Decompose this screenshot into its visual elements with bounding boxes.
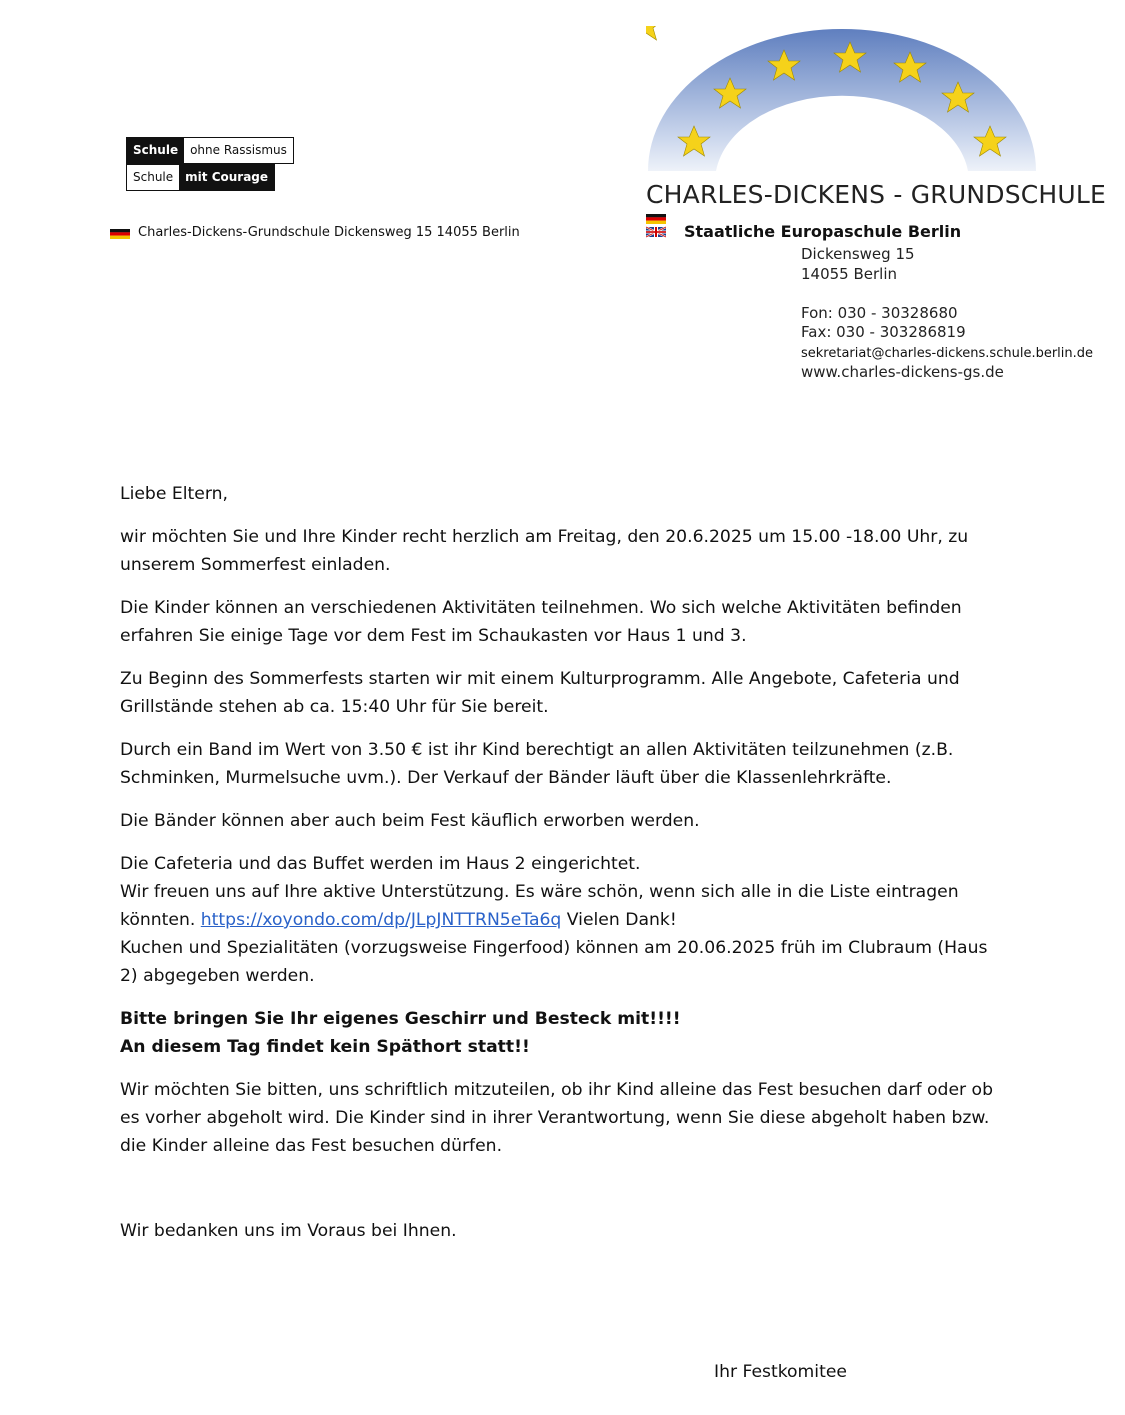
school-phone: Fon: 030 - 30328680 (801, 304, 958, 322)
support-text: Wir freuen uns auf Ihre aktive Unterstützung. Es wäre schön, wenn sich alle in die Liste eintragen könnten. (120, 882, 959, 930)
signup-list-link[interactable]: https://xoyondo.com/dp/JLpJNTTRN5eTa6q (200, 910, 562, 930)
sender-address-line (110, 225, 520, 240)
school-email: sekretariat@charles-dickens.schule.berlin.de (801, 346, 1094, 361)
bring-dishes-notice: Bitte bringen Sie Ihr eigenes Geschirr und Besteck mit!!!! (120, 1009, 681, 1029)
german-uk-flags-icon (646, 214, 666, 238)
paragraph-permission: Wir möchten Sie bitten, uns schriftlich mitzuteilen, ob ihr Kind alleine das Fest besuchen darf oder ob es vorher abgeholt wird. Die Kinder sind in ihrer Verantwortung, wenn Sie diese abgeholt haben bzw. die Kinder alleine das Fest besuchen dürfen. (120, 1080, 993, 1156)
letter-body (120, 480, 1000, 1260)
school-fax: Fax: 030 - 303286819 (801, 323, 966, 341)
courage-badge-logo (126, 134, 298, 192)
cake-dropoff-line: Kuchen und Spezialitäten (vorzugsweise Fingerfood) können am 20.06.2025 früh im Clubraum (Haus 2) abgegeben werden. (120, 938, 988, 986)
paragraph-wristband-purchase: Die Bänder können aber auch beim Fest käuflich erworben werden. (120, 811, 700, 831)
school-street: Dickensweg 15 (801, 245, 915, 263)
signature: Ihr Festkomitee (714, 1362, 847, 1382)
badge-ohne-rassismus-label: ohne Rassismus (184, 138, 293, 163)
europaschule-label: Staatliche Europaschule Berlin (684, 222, 962, 241)
greeting: Liebe Eltern, (120, 484, 228, 504)
german-flag-icon (110, 228, 130, 238)
paragraph-activities: Die Kinder können an verschiedenen Aktivitäten teilnehmen. Wo sich welche Aktivitäten befinden erfahren Sie einige Tage vor dem Fest im Schaukasten vor Haus 1 und 3. (120, 598, 962, 646)
closing-line: Wir bedanken uns im Voraus bei Ihnen. (120, 1221, 457, 1241)
school-city: 14055 Berlin (801, 265, 898, 283)
badge-schule-label-2: Schule (127, 165, 179, 190)
school-website: www.charles-dickens-gs.de (801, 363, 1004, 381)
bold-notices (120, 1005, 1000, 1061)
thanks-text: Vielen Dank! (561, 910, 677, 930)
badge-mit-courage-label: mit Courage (179, 165, 274, 190)
sender-address-text: Charles-Dickens-Grundschule Dickensweg 15 14055 Berlin (138, 225, 520, 240)
no-late-care-notice: An diesem Tag findet kein Späthort statt!! (120, 1037, 530, 1057)
cafeteria-line: Die Cafeteria und das Buffet werden im Haus 2 eingerichtet. (120, 854, 641, 874)
paragraph-cafeteria (120, 850, 1000, 990)
school-name-heading: CHARLES-DICKENS - GRUNDSCHULE (646, 180, 1107, 209)
paragraph-wristband: Durch ein Band im Wert von 3.50 € ist ihr Kind berechtigt an allen Aktivitäten teilzunehmen (z.B. Schminken, Murmelsuche uvm.). Der Verkauf der Bänder läuft über die Klassenlehrkräfte. (120, 740, 954, 788)
flags-group (646, 214, 666, 243)
badge-schule-label: Schule (127, 138, 184, 163)
paragraph-programme: Zu Beginn des Sommerfests starten wir mit einem Kulturprogramm. Alle Angebote, Cafeteria und Grillstände stehen ab ca. 15:40 Uhr für Sie bereit. (120, 669, 960, 717)
europe-stars-arch-logo (646, 26, 1038, 176)
paragraph-invitation: wir möchten Sie und Ihre Kinder recht herzlich am Freitag, den 20.6.2025 um 15.00 -18.00 Uhr, zu unserem Sommerfest einladen. (120, 527, 969, 575)
